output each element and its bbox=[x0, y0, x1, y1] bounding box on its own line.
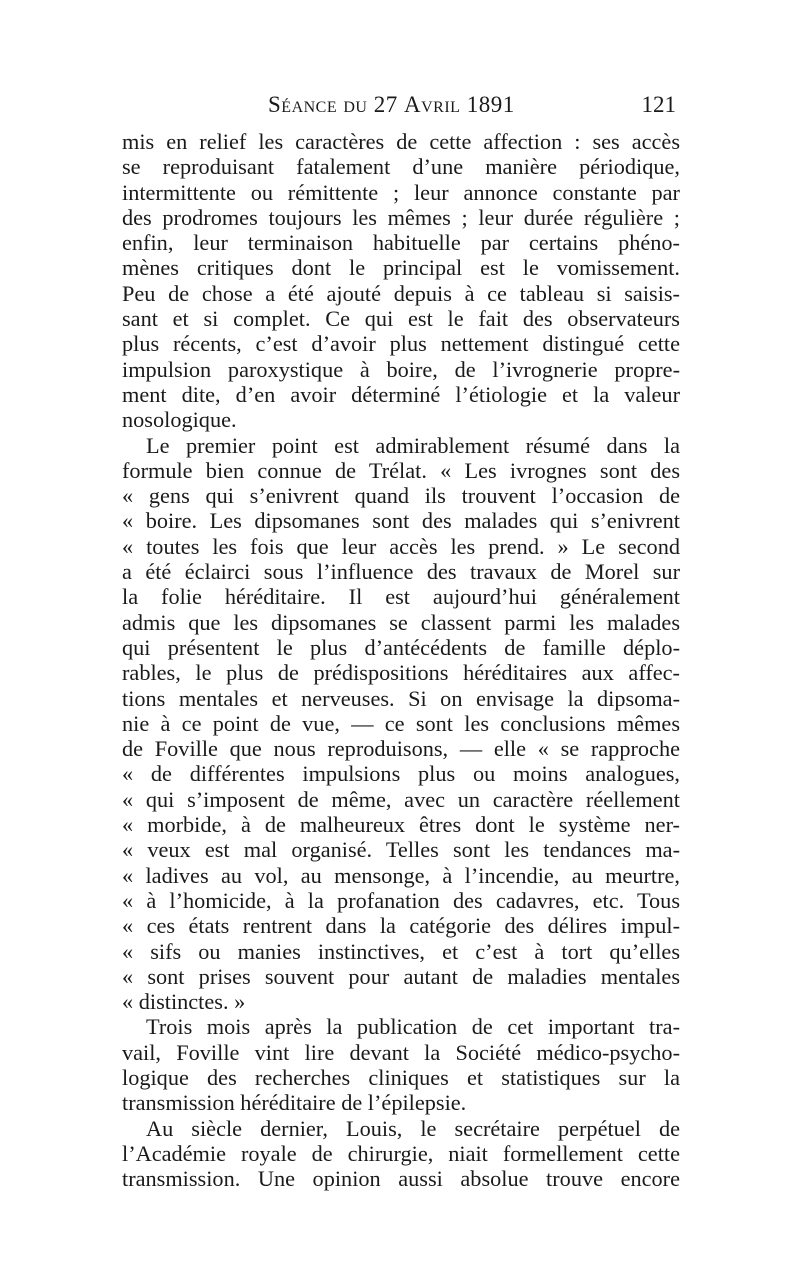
page-number: 121 bbox=[641, 92, 676, 117]
running-title-day: 27 bbox=[373, 92, 398, 117]
text-line: l’Académie royale de chirurgie, niait formellement cette bbox=[122, 1140, 680, 1166]
text-line: transmission héréditaire de l’épilepsie. bbox=[122, 1090, 467, 1116]
text-line: « veux est mal organisé. Telles sont les tendances ma- bbox=[122, 837, 680, 863]
text-line: se reproduisant fatalement d’une manière périodique, bbox=[122, 154, 680, 180]
text-line: des prodromes toujours les mêmes ; leur durée régulière ; bbox=[122, 204, 680, 230]
text-line: « sont prises souvent pour autant de maladies mentales bbox=[122, 963, 680, 989]
text-line: « toutes les fois que leur accès les prend. » Le second bbox=[122, 533, 680, 559]
text-line: de Foville que nous reproduisons, — elle « se rapproche bbox=[122, 736, 680, 762]
text-line: « sifs ou manies instinctives, et c’est à tort qu’elles bbox=[122, 938, 680, 964]
running-title-prefix: Séance du bbox=[268, 92, 368, 117]
text-line: nie à ce point de vue, — ce sont les conclusions mêmes bbox=[122, 710, 680, 736]
text-line: « de différentes impulsions plus ou moins analogues, bbox=[122, 761, 680, 787]
running-title-month: Avril bbox=[403, 92, 461, 117]
text-line: « boire. Les dipsomanes sont des malades qui s’enivrent bbox=[122, 508, 680, 534]
text-line: « ces états rentrent dans la catégorie des délires impul- bbox=[122, 913, 680, 939]
text-line: intermittente ou rémittente ; leur annonce constante par bbox=[122, 179, 680, 205]
text-line: sant et si complet. Ce qui est le fait des observateurs bbox=[122, 306, 680, 332]
text-line: logique des recherches cliniques et statistiques sur la bbox=[122, 1064, 680, 1090]
text-line: tions mentales et nerveuses. Si on envisage la dipsoma- bbox=[122, 685, 680, 711]
text-line: « ladives au vol, au mensonge, à l’incendie, au meurtre, bbox=[122, 862, 680, 888]
text-line: a été éclairci sous l’influence des travaux de Morel sur bbox=[122, 559, 680, 585]
text-line: Au siècle dernier, Louis, le secrétaire perpétuel de bbox=[146, 1115, 680, 1141]
running-title bbox=[268, 92, 515, 118]
text-line: Peu de chose a été ajouté depuis à ce tableau si saisis- bbox=[122, 280, 680, 306]
body-text bbox=[122, 129, 680, 1191]
text-line: vail, Foville vint lire devant la Société médico-psycho- bbox=[122, 1039, 680, 1065]
text-line: Trois mois après la publication de cet important tra- bbox=[146, 1014, 680, 1040]
text-line: formule bien connue de Trélat. « Les ivrognes sont des bbox=[122, 457, 680, 483]
text-line: qui présentent le plus d’antécédents de famille déplo- bbox=[122, 634, 680, 660]
text-line: mènes critiques dont le principal est le vomissement. bbox=[122, 255, 680, 281]
text-line: « à l’homicide, à la profanation des cadavres, etc. Tous bbox=[122, 887, 680, 913]
text-line: Le premier point est admirablement résumé dans la bbox=[146, 432, 680, 458]
text-line: « gens qui s’enivrent quand ils trouvent l’occasion de bbox=[122, 483, 680, 509]
text-line: la folie héréditaire. Il est aujourd’hui généralement bbox=[122, 584, 680, 610]
text-line: enfin, leur terminaison habituelle par certains phéno- bbox=[122, 230, 680, 256]
text-line: mis en relief les caractères de cette affection : ses accès bbox=[122, 129, 680, 154]
text-line: admis que les dipsomanes se classent parmi les malades bbox=[122, 609, 680, 635]
text-line: ment dite, d’en avoir déterminé l’étiologie et la valeur bbox=[122, 381, 680, 407]
text-line: « morbide, à de malheureux êtres dont le système ner- bbox=[122, 812, 680, 838]
running-title-year: 1891 bbox=[466, 92, 515, 117]
text-line: rables, le plus de prédispositions héréditaires aux affec- bbox=[122, 660, 680, 686]
text-line: plus récents, c’est d’avoir plus nettement distingué cette bbox=[122, 331, 680, 357]
page-header bbox=[118, 92, 676, 122]
text-line: « qui s’imposent de même, avec un caractère réellement bbox=[122, 786, 680, 812]
text-line: impulsion paroxystique à boire, de l’ivrognerie propre- bbox=[122, 356, 680, 382]
text-line: « distinctes. » bbox=[122, 989, 246, 1015]
text-line: nosologique. bbox=[122, 407, 237, 433]
text-line: transmission. Une opinion aussi absolue trouve encore bbox=[122, 1166, 680, 1192]
